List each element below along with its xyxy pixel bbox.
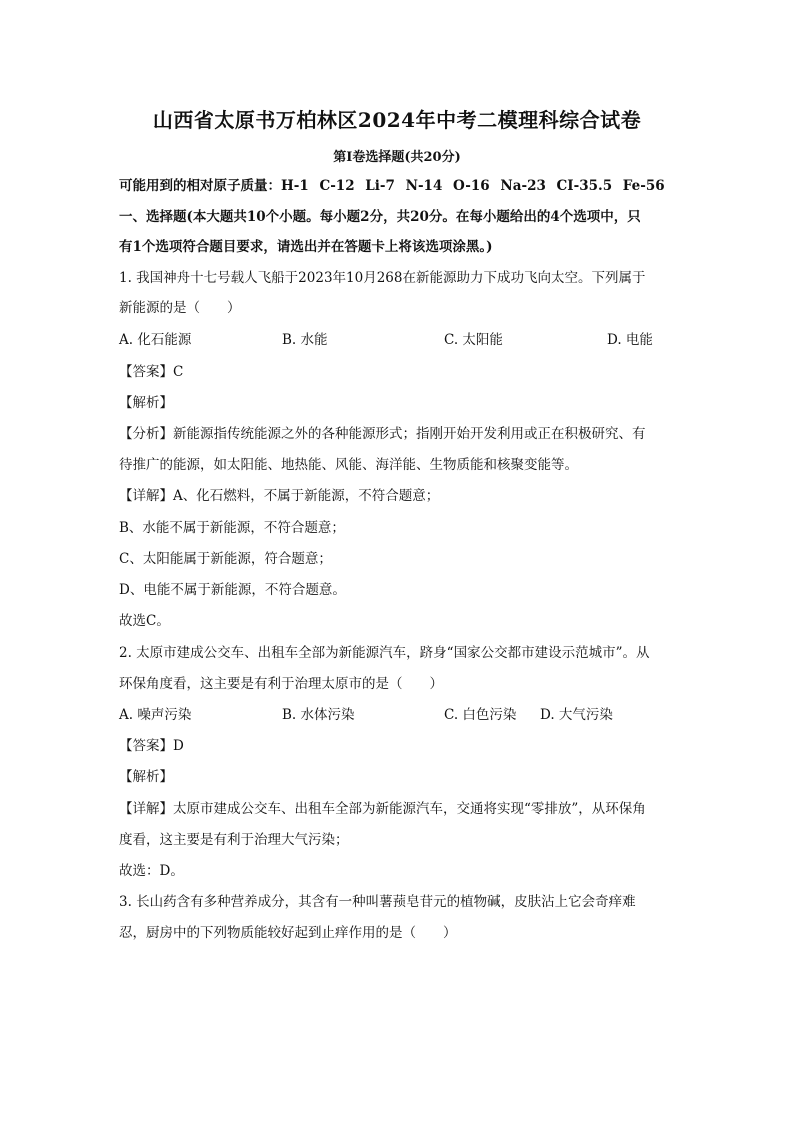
q1-detail-line-2: B、水能不属于新能源，不符合题意； [119, 520, 345, 536]
section-subtitle: 第Ⅰ卷选择题(共20分) [333, 150, 461, 165]
q1-detail-line-1: 【详解】A、化石燃料，不属于新能源，不符合题意； [119, 488, 440, 504]
q2-option-d: D. 大气污染 [540, 707, 613, 723]
q3-stem-line-1: 3. 长山药含有多种营养成分，其含有一种叫薯蓣皂苷元的植物碱，皮肤沾上它会奇痒难 [119, 894, 636, 910]
q2-stem-line-1: 2. 太原市建成公交车、出租车全部为新能源汽车，跻身“国家公交都市建设示范城市”。从 [119, 645, 650, 661]
q2-analysis-heading: 【解析】 [119, 769, 173, 785]
q1-analysis-line-1: 【分析】新能源指传统能源之外的各种能源形式；指刚开始开发利用或正在积极研究、有 [119, 426, 646, 442]
q1-conclusion: 故选C。 [119, 613, 170, 629]
q2-stem-line-2: 环保角度看，这主要是有利于治理太原市的是（ ） [119, 676, 443, 692]
q2-detail-line-1: 【详解】太原市建成公交车、出租车全部为新能源汽车，交通将实现“零排放”，从环保角 [119, 801, 646, 817]
q1-option-b: B. 水能 [282, 332, 328, 348]
q2-conclusion: 故选：D。 [119, 863, 184, 879]
q1-stem-line-2: 新能源的是（ ） [119, 300, 241, 316]
q1-option-a: A. 化石能源 [119, 332, 192, 348]
section-instructions-line-2: 有1个选项符合题目要求，请选出并在答题卡上将该选项涂黑。) [119, 239, 493, 255]
section-instructions-line-1: 一、选择题(本大题共10个小题。每小题2分，共20分。在每小题给出的4个选项中，只 [119, 209, 641, 225]
q1-detail-line-3: C、太阳能属于新能源，符合题意； [119, 551, 332, 567]
q1-analysis-heading: 【解析】 [119, 395, 173, 411]
q1-answer: 【答案】C [119, 364, 184, 380]
q2-detail-line-2: 度看，这主要是有利于治理大气污染； [119, 832, 349, 848]
q3-stem-line-2: 忍，厨房中的下列物质能较好起到止痒作用的是（ ） [119, 925, 457, 941]
q2-answer: 【答案】D [119, 738, 184, 754]
q2-option-a: A. 噪声污染 [119, 707, 192, 723]
q1-stem-line-1: 1. 我国神舟十七号载人飞船于2023年10月268在新能源助力下成功飞向太空。下列属于 [119, 270, 646, 286]
q1-analysis-line-2: 待推广的能源，如太阳能、地热能、风能、海洋能、生物质能和核聚变能等。 [119, 457, 578, 473]
page-title: 山西省太原书万柏林区2024年中考二模理科综合试卷 [152, 108, 642, 132]
q1-option-c: C. 太阳能 [444, 332, 503, 348]
q1-detail-line-4: D、电能不属于新能源，不符合题意。 [119, 582, 346, 598]
q1-option-d: D. 电能 [607, 332, 653, 348]
atomic-mass-line: 可能用到的相对原子质量：H-1 C-12 Li-7 N-14 O-16 Na-23 CI-35.5 Fe-56 [119, 178, 665, 194]
q2-option-b: B. 水体污染 [282, 707, 355, 723]
q2-option-c: C. 白色污染 [444, 707, 517, 723]
